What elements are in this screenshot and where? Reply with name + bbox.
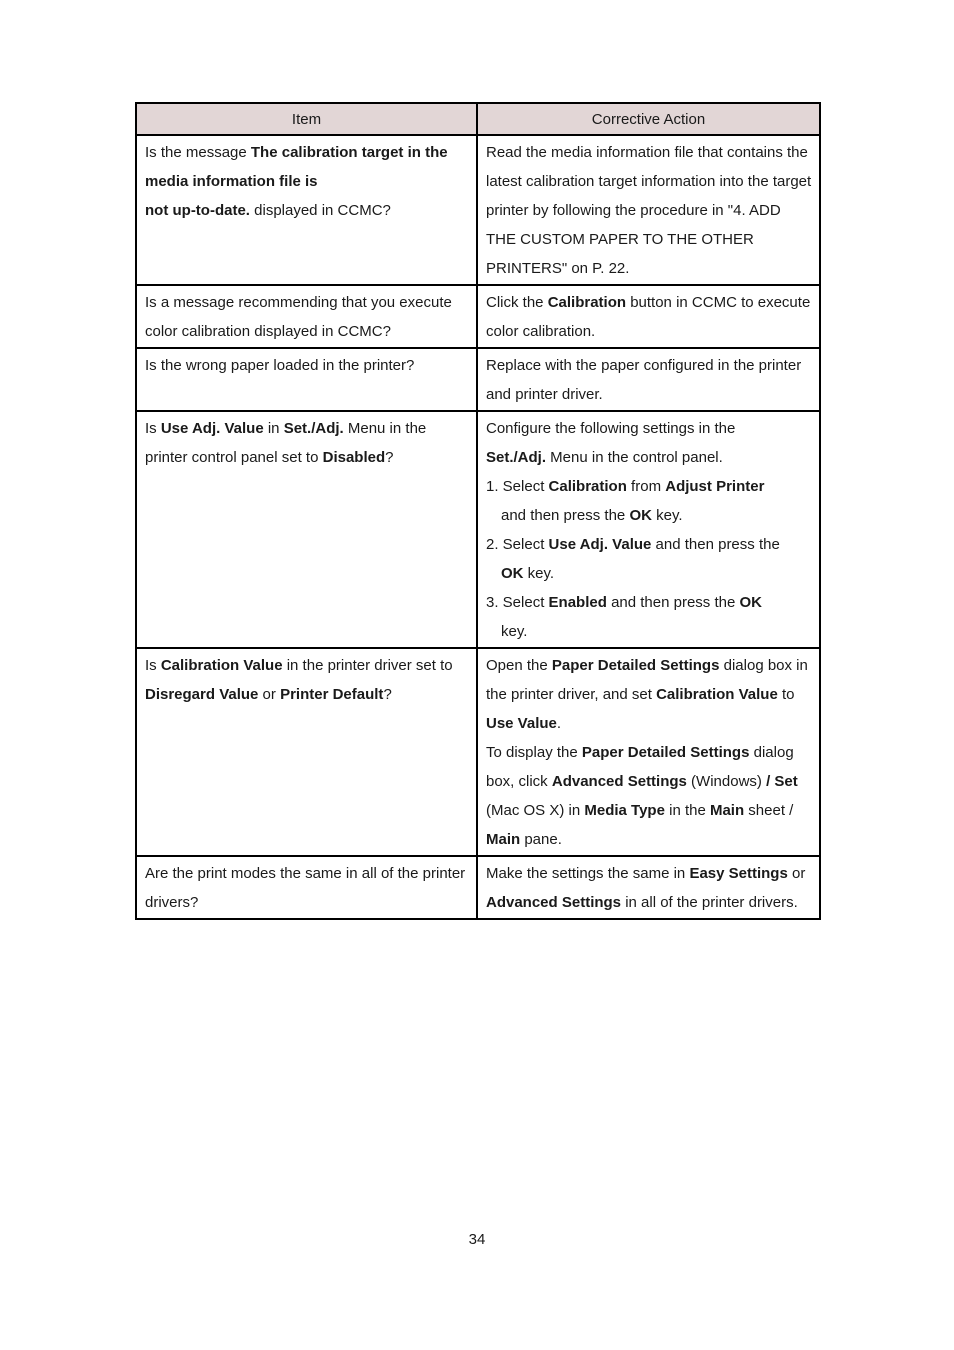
action-cell: Click the Calibration button in CCMC to execute color calibration. <box>477 285 820 348</box>
table-row <box>136 135 820 285</box>
column-header-corrective-action: Corrective Action <box>477 103 820 135</box>
step-2: 2. Select Use Adj. Value and then press the OK key. <box>486 536 780 582</box>
page-number: 34 <box>468 1231 486 1248</box>
table-row <box>136 285 820 348</box>
action-paragraph-1: Open the Paper Detailed Settings dialog box in the printer driver, and set Calibration Value to Use Value. <box>486 657 808 732</box>
action-cell: Make the settings the same in Easy Settings or Advanced Settings in all of the printer drivers. <box>477 856 820 919</box>
item-cell: Is a message recommending that you execute color calibration displayed in CCMC? <box>136 285 477 348</box>
item-cell: Is Calibration Value in the printer driver set to Disregard Value or Printer Default? <box>136 648 477 856</box>
table-header-row <box>136 103 820 135</box>
table-row <box>136 856 820 919</box>
step-1: 1. Select Calibration from Adjust Printer and then press the OK key. <box>486 478 765 524</box>
item-cell: Is the wrong paper loaded in the printer? <box>136 348 477 411</box>
step-3: 3. Select Enabled and then press the OK key. <box>486 594 762 640</box>
table-row <box>136 348 820 411</box>
action-cell <box>477 411 820 648</box>
table-row <box>136 648 820 856</box>
column-header-item: Item <box>136 103 477 135</box>
action-intro: Configure the following settings in the Set./Adj. Menu in the control panel. <box>486 420 736 466</box>
item-cell: Is Use Adj. Value in Set./Adj. Menu in the printer control panel set to Disabled? <box>136 411 477 648</box>
table-row <box>136 411 820 648</box>
item-cell: Are the print modes the same in all of the printer drivers? <box>136 856 477 919</box>
action-cell: Read the media information file that contains the latest calibration target information into the target printer by following the procedure in "4. ADD THE CUSTOM PAPER TO THE OTHER PRINTERS" on P. 22. <box>477 135 820 285</box>
action-cell <box>477 648 820 856</box>
troubleshooting-table <box>135 102 821 920</box>
action-cell: Replace with the paper configured in the printer and printer driver. <box>477 348 820 411</box>
action-paragraph-2: To display the Paper Detailed Settings dialog box, click Advanced Settings (Windows) / Set (Mac OS X) in Media Type in the Main sheet / Main pane. <box>486 744 798 848</box>
item-cell: Is the message The calibration target in the media information file is not up-to-date. displayed in CCMC? <box>136 135 477 285</box>
